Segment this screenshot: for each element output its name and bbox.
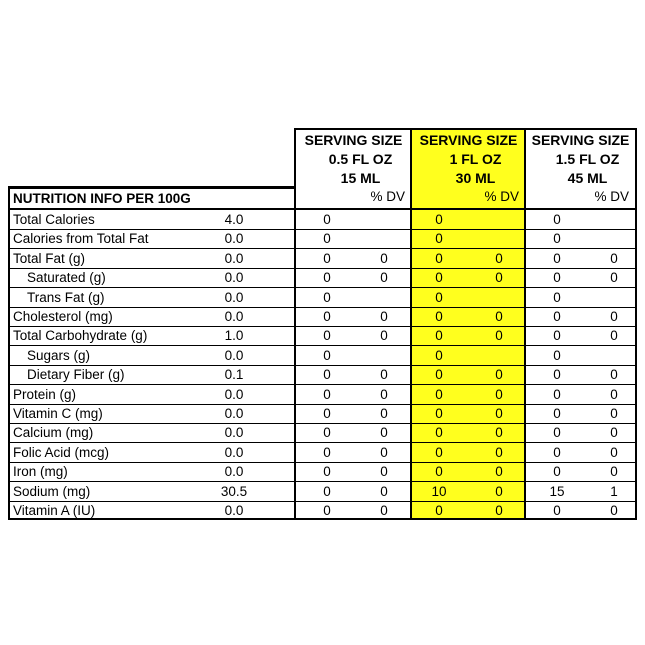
per-100g-value: 0.0 bbox=[224, 406, 244, 421]
nutrient-name: Sugars (g) bbox=[27, 347, 91, 363]
percent-dv-value: 0 bbox=[495, 444, 503, 460]
table-row bbox=[10, 462, 635, 481]
serving-amount-value: 0 bbox=[435, 444, 443, 460]
serving-amount-value: 0 bbox=[435, 328, 443, 344]
serving-amount-value: 0 bbox=[323, 367, 331, 383]
serving-amount-value: 15 bbox=[549, 483, 565, 499]
per-100g-value: 0.0 bbox=[224, 250, 244, 266]
serving-amount-value: 0 bbox=[553, 347, 561, 363]
percent-dv-value: 0 bbox=[610, 464, 618, 480]
serving-amount-value: 0 bbox=[323, 425, 331, 441]
serving-amount-value: 0 bbox=[435, 309, 443, 324]
serving-amount-value: 0 bbox=[553, 386, 561, 402]
percent-dv-value: 0 bbox=[495, 483, 503, 499]
serving-header-volume: 1.5 FL OZ bbox=[555, 151, 620, 167]
dv-label-col1 bbox=[294, 187, 411, 208]
per-100g-value: 0.0 bbox=[224, 289, 244, 305]
percent-dv-value: 0 bbox=[380, 464, 388, 480]
serving-header-col1 bbox=[294, 128, 411, 187]
serving-amount-value: 0 bbox=[553, 270, 561, 286]
serving-amount-value: 0 bbox=[323, 250, 331, 266]
per-100g-value: 1.0 bbox=[224, 328, 244, 344]
percent-dv-value: 0 bbox=[495, 425, 503, 441]
percent-dv-value: 0 bbox=[610, 250, 618, 266]
percent-dv-value: 0 bbox=[380, 444, 388, 460]
nutrient-name: Cholesterol (mg) bbox=[13, 309, 113, 324]
percent-dv-value: 0 bbox=[380, 386, 388, 402]
table-row bbox=[10, 288, 635, 307]
percent-dv-value: 0 bbox=[495, 250, 503, 266]
table-row bbox=[10, 443, 635, 462]
per-100g-value: 0.0 bbox=[224, 425, 244, 441]
per-100g-value: 30.5 bbox=[220, 483, 248, 499]
percent-dv-value: 0 bbox=[380, 367, 388, 383]
serving-header-label: SERVING SIZE bbox=[419, 132, 518, 148]
serving-amount-value: 0 bbox=[435, 464, 443, 480]
serving-amount-value: 0 bbox=[553, 425, 561, 441]
serving-amount-value: 0 bbox=[435, 270, 443, 286]
serving-amount-value: 0 bbox=[553, 464, 561, 480]
table-row bbox=[10, 326, 635, 345]
percent-dv-value: 0 bbox=[380, 483, 388, 499]
per-100g-value: 0.1 bbox=[224, 367, 244, 383]
serving-amount-value: 0 bbox=[435, 386, 443, 402]
serving-amount-value: 0 bbox=[435, 231, 443, 247]
percent-dv-value: 0 bbox=[380, 503, 388, 518]
percent-dv-value: 0 bbox=[610, 386, 618, 402]
serving-amount-value: 0 bbox=[553, 503, 561, 518]
nutrient-name: Vitamin C (mg) bbox=[13, 406, 103, 421]
table-row bbox=[10, 501, 635, 520]
serving-amount-value: 0 bbox=[323, 212, 331, 227]
nutrient-name: Total Fat (g) bbox=[13, 250, 86, 266]
table-row bbox=[10, 346, 635, 365]
per-100g-value: 0.0 bbox=[224, 347, 244, 363]
serving-amount-value: 0 bbox=[435, 367, 443, 383]
dv-label: % DV bbox=[484, 189, 519, 204]
serving-amount-value: 0 bbox=[323, 444, 331, 460]
table-row bbox=[10, 307, 635, 326]
nutrient-name: Calcium (mg) bbox=[13, 425, 94, 441]
percent-dv-value: 0 bbox=[610, 406, 618, 421]
table-row bbox=[10, 404, 635, 423]
serving-amount-value: 0 bbox=[553, 444, 561, 460]
nutrient-name: Trans Fat (g) bbox=[27, 289, 105, 305]
percent-dv-value: 0 bbox=[380, 250, 388, 266]
nutrient-name: Protein (g) bbox=[13, 386, 77, 402]
table-row bbox=[10, 229, 635, 248]
percent-dv-value: 0 bbox=[495, 270, 503, 286]
serving-amount-value: 0 bbox=[323, 231, 331, 247]
percent-dv-value: 0 bbox=[380, 425, 388, 441]
serving-amount-value: 0 bbox=[435, 347, 443, 363]
serving-header-col2 bbox=[410, 128, 525, 187]
per-100g-value: 0.0 bbox=[224, 464, 244, 480]
table-row bbox=[10, 268, 635, 287]
nutrient-name: Vitamin A (IU) bbox=[13, 503, 96, 518]
table-row bbox=[10, 423, 635, 442]
serving-amount-value: 0 bbox=[435, 289, 443, 305]
serving-header-volume: 0.5 FL OZ bbox=[328, 151, 393, 167]
table-row bbox=[10, 482, 635, 501]
per-100g-value: 0.0 bbox=[224, 231, 244, 247]
serving-amount-value: 0 bbox=[323, 406, 331, 421]
percent-dv-value: 0 bbox=[495, 309, 503, 324]
serving-header-ml: 30 ML bbox=[455, 170, 496, 186]
percent-dv-value: 0 bbox=[610, 503, 618, 518]
percent-dv-value: 0 bbox=[610, 367, 618, 383]
percent-dv-value: 0 bbox=[495, 406, 503, 421]
nutrient-name: Total Carbohydrate (g) bbox=[13, 328, 148, 344]
nutrient-name: Saturated (g) bbox=[27, 270, 106, 286]
serving-header-ml: 45 ML bbox=[567, 170, 608, 186]
dv-label: % DV bbox=[594, 189, 629, 204]
serving-amount-value: 0 bbox=[553, 250, 561, 266]
nutrition-table bbox=[8, 208, 637, 520]
serving-amount-value: 0 bbox=[323, 386, 331, 402]
serving-header-label: SERVING SIZE bbox=[531, 132, 630, 148]
serving-amount-value: 0 bbox=[323, 289, 331, 305]
nutrient-name: Total Calories bbox=[13, 212, 95, 227]
table-row bbox=[10, 385, 635, 404]
serving-amount-value: 0 bbox=[435, 503, 443, 518]
per-100g-value: 0.0 bbox=[224, 270, 244, 286]
percent-dv-value: 0 bbox=[380, 328, 388, 344]
serving-amount-value: 0 bbox=[553, 309, 561, 324]
dv-label: % DV bbox=[370, 189, 405, 204]
percent-dv-value: 0 bbox=[495, 503, 503, 518]
serving-amount-value: 0 bbox=[553, 231, 561, 247]
percent-dv-value: 0 bbox=[610, 425, 618, 441]
serving-amount-value: 0 bbox=[435, 406, 443, 421]
serving-amount-value: 0 bbox=[323, 270, 331, 286]
serving-header-col3 bbox=[524, 128, 637, 187]
percent-dv-value: 0 bbox=[610, 309, 618, 324]
percent-dv-value: 0 bbox=[495, 464, 503, 480]
nutrient-name: Sodium (mg) bbox=[13, 483, 91, 499]
serving-amount-value: 0 bbox=[323, 503, 331, 518]
percent-dv-value: 0 bbox=[380, 309, 388, 324]
serving-amount-value: 10 bbox=[431, 483, 447, 499]
percent-dv-value: 0 bbox=[610, 328, 618, 344]
serving-amount-value: 0 bbox=[323, 483, 331, 499]
nutrient-name: Folic Acid (mcg) bbox=[13, 444, 110, 460]
table-title: NUTRITION INFO PER 100G bbox=[8, 186, 296, 208]
percent-dv-value: 0 bbox=[495, 367, 503, 383]
table-row bbox=[10, 249, 635, 268]
serving-amount-value: 0 bbox=[323, 328, 331, 344]
serving-amount-value: 0 bbox=[553, 406, 561, 421]
serving-header-volume: 1 FL OZ bbox=[449, 151, 502, 167]
per-100g-value: 4.0 bbox=[224, 212, 244, 227]
percent-dv-value: 0 bbox=[610, 270, 618, 286]
table-row bbox=[10, 365, 635, 384]
dv-label-col3 bbox=[524, 187, 637, 208]
serving-header-ml: 15 ML bbox=[340, 170, 381, 186]
per-100g-value: 0.0 bbox=[224, 309, 244, 324]
serving-amount-value: 0 bbox=[553, 289, 561, 305]
percent-dv-value: 0 bbox=[380, 406, 388, 421]
per-100g-value: 0.0 bbox=[224, 444, 244, 460]
nutrient-name: Dietary Fiber (g) bbox=[27, 367, 125, 383]
percent-dv-value: 1 bbox=[610, 483, 618, 499]
serving-amount-value: 0 bbox=[553, 212, 561, 227]
serving-amount-value: 0 bbox=[323, 347, 331, 363]
nutrient-name: Iron (mg) bbox=[13, 464, 68, 480]
serving-amount-value: 0 bbox=[435, 250, 443, 266]
serving-amount-value: 0 bbox=[435, 425, 443, 441]
per-100g-value: 0.0 bbox=[224, 503, 244, 518]
serving-amount-value: 0 bbox=[435, 212, 443, 227]
percent-dv-value: 0 bbox=[610, 444, 618, 460]
percent-dv-value: 0 bbox=[380, 270, 388, 286]
nutrient-name: Calories from Total Fat bbox=[13, 231, 149, 247]
per-100g-value: 0.0 bbox=[224, 386, 244, 402]
percent-dv-value: 0 bbox=[495, 386, 503, 402]
serving-amount-value: 0 bbox=[323, 309, 331, 324]
dv-label-col2 bbox=[410, 187, 525, 208]
serving-amount-value: 0 bbox=[553, 328, 561, 344]
percent-dv-value: 0 bbox=[495, 328, 503, 344]
serving-amount-value: 0 bbox=[553, 367, 561, 383]
serving-header-label: SERVING SIZE bbox=[304, 132, 403, 148]
table-row bbox=[10, 210, 635, 229]
serving-amount-value: 0 bbox=[323, 464, 331, 480]
